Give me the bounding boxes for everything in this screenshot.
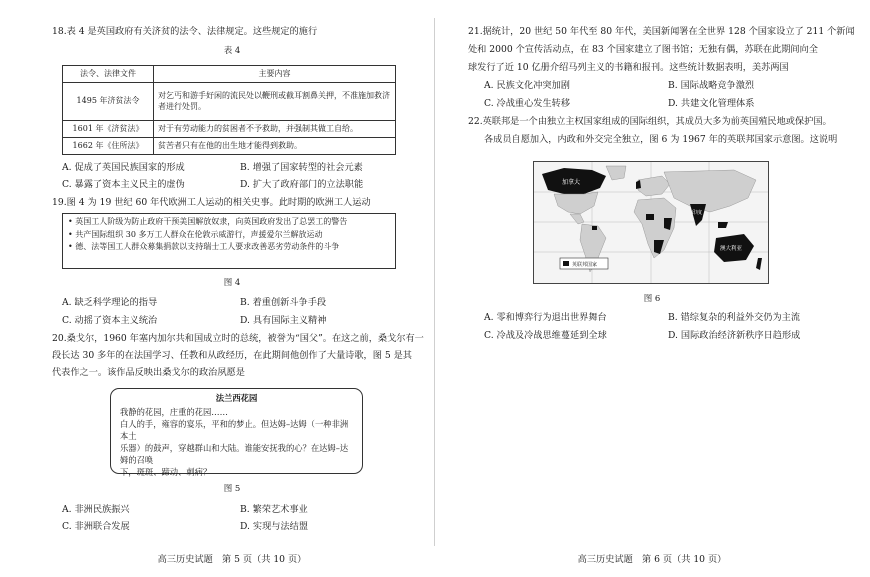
q19-option-c[interactable]: C. 动摇了资本主义统治 (62, 315, 158, 326)
table-cell-law: 1495 年济贫法令 (63, 83, 154, 121)
map-label-india: 印度 (692, 210, 703, 216)
q18-option-a[interactable]: A. 促成了英国民族国家的形成 (62, 162, 185, 173)
figure4-item: • 德、法等国工人群众募集捐款以支持瑞士工人要求改善恶劣劳动条件的斗争 (68, 242, 340, 251)
q19-option-b[interactable]: B. 着重创新斗争手段 (240, 297, 327, 308)
q22-stem-line: 各成员自愿加入，内政和外交完全独立，图 6 为 1967 年的英联邦国家示意图。这说明 (484, 134, 838, 145)
q21-option-d[interactable]: D. 共建文化管理体系 (668, 98, 755, 109)
q21-option-a[interactable]: A. 民族文化冲突加剧 (484, 80, 570, 91)
figure5-poem-box (110, 388, 363, 478)
q22-option-a[interactable]: A. 零和博弈行为退出世界舞台 (484, 312, 607, 323)
q18-option-c[interactable]: C. 暴露了资本主义民主的虚伪 (62, 179, 185, 190)
poem-title: 法兰西花园 (215, 393, 258, 403)
q20-option-d[interactable]: D. 实现与法结盟 (240, 521, 309, 532)
figure6-world-map (533, 161, 769, 284)
figure6-caption: 图 6 (643, 294, 661, 304)
figure4-caption: 图 4 (223, 278, 241, 288)
poem-line: 下，斑斑、蹄动、刺病？ (120, 467, 212, 478)
q22-option-c[interactable]: C. 冷战及冷战思维蔓延到全球 (484, 330, 607, 341)
map-label-australia: 澳大利亚 (720, 246, 743, 252)
q22-option-d[interactable]: D. 国际政治经济新秩序日趋形成 (668, 330, 801, 341)
table-header-row (63, 66, 396, 83)
nigeria-shape (646, 214, 654, 220)
map-legend-label: 英联邦国家 (572, 262, 598, 268)
q21-option-c[interactable]: C. 冷战重心发生转移 (484, 98, 571, 109)
q21-stem-line: 处和 2000 个宣传活动点，在 83 个国家建立了图书馆；无独有偶，苏联在此期间向全 (468, 44, 818, 55)
poem-line: 白人的手，雍容的宴乐，平和的梦止。但达姆–达姆（一种非洲本土 (120, 419, 349, 442)
table-cell-content: 对乞丐和游手好闲的流民处以鞭刑或截耳割鼻关押，不准施加救济者进行处罚。 (154, 83, 396, 121)
q22-stem-line: 22.英联邦是一个由独立主权国家组成的国际组织，其成员大多为前英国殖民地或保护国。 (468, 116, 832, 127)
table-cell-content: 贫苦者只有在他的出生地才能得到救助。 (154, 138, 396, 155)
table-cell-law: 1662 年《住所法》 (63, 138, 154, 155)
poem-line: 乐器）的鼓声，穿越群山和大陆。谁能安抚我的心？在达姆–达姆的召唤 (120, 443, 349, 466)
q18-option-d[interactable]: D. 扩大了政府部门的立法职能 (240, 179, 364, 190)
q21-option-b[interactable]: B. 国际战略竞争激烈 (668, 80, 755, 91)
q20-stem-line: 代表作之一。该作品反映出桑戈尔的政治夙愿是 (52, 367, 245, 378)
q21-stem-line: 球发行了近 10 亿册介绍马列主义的书籍和报刊。这些统计数据表明，美苏两国 (468, 62, 789, 73)
poem-line: 我静的花园，庄重的花园…… (120, 407, 228, 418)
table-row (63, 83, 396, 121)
q20-option-b[interactable]: B. 繁荣艺术事业 (240, 504, 308, 515)
q22-option-b[interactable]: B. 错综复杂的利益外交仍为主流 (668, 312, 801, 323)
table4 (62, 65, 396, 155)
q20-option-c[interactable]: C. 非洲联合发展 (62, 521, 130, 532)
table-cell-content: 对于有劳动能力的贫困者不予救助，并强制其做工自给。 (154, 121, 396, 138)
guyana-shape (592, 226, 597, 230)
table-row (63, 121, 396, 138)
table-row (63, 138, 396, 155)
map-label-canada: 加拿大 (562, 179, 581, 186)
q20-stem-line: 20.桑戈尔，1960 年塞内加尔共和国成立时的总统，被誉为“国父”。在这之前，桑戈尔有一 (52, 333, 424, 344)
figure5-caption: 图 5 (223, 484, 241, 494)
world-map-svg (534, 162, 768, 283)
table-header: 法令、法律文件 (63, 66, 154, 83)
page-divider (434, 18, 435, 546)
figure4-box (62, 213, 396, 269)
right-page-footer: 高三历史试题 第 6 页（共 10 页） (577, 554, 727, 565)
q20-option-a[interactable]: A. 非洲民族振兴 (62, 504, 130, 515)
q18-stem: 18.表 4 是英国政府有关济贫的法令、法律规定。这些规定的施行 (52, 26, 318, 37)
q20-stem-line: 段长达 30 多年的在法国学习、任教和从政经历，在此期间他创作了大量诗歌，图 5 是其 (52, 350, 412, 361)
figure4-item: • 英国工人阶级为防止政府干预美国解放奴隶，向英国政府发出了总罢工的警告 (68, 217, 348, 226)
table4-title: 表 4 (223, 46, 241, 56)
table-header: 主要内容 (154, 66, 396, 83)
q19-option-d[interactable]: D. 具有国际主义精神 (240, 315, 327, 326)
q19-stem: 19.图 4 为 19 世纪 60 年代欧洲工人运动的相关史事。此时期的欧洲工人运动 (52, 197, 371, 208)
figure4-item: • 共产国际组织 30 多万工人群众在伦敦示威游行，声援爱尔兰解放运动 (68, 229, 323, 239)
left-page-footer: 高三历史试题 第 5 页（共 10 页） (157, 554, 307, 565)
map-legend-swatch (563, 261, 569, 266)
table-cell-law: 1601 年《济贫法》 (63, 121, 154, 138)
q18-option-b[interactable]: B. 增强了国家转型的社会元素 (240, 162, 363, 173)
q21-stem-line: 21.据统计，20 世纪 50 年代至 80 年代，美国新闻署在全世界 128 个国家设立了 211 个新闻 (468, 26, 855, 37)
q19-option-a[interactable]: A. 缺乏科学理论的指导 (62, 297, 158, 308)
